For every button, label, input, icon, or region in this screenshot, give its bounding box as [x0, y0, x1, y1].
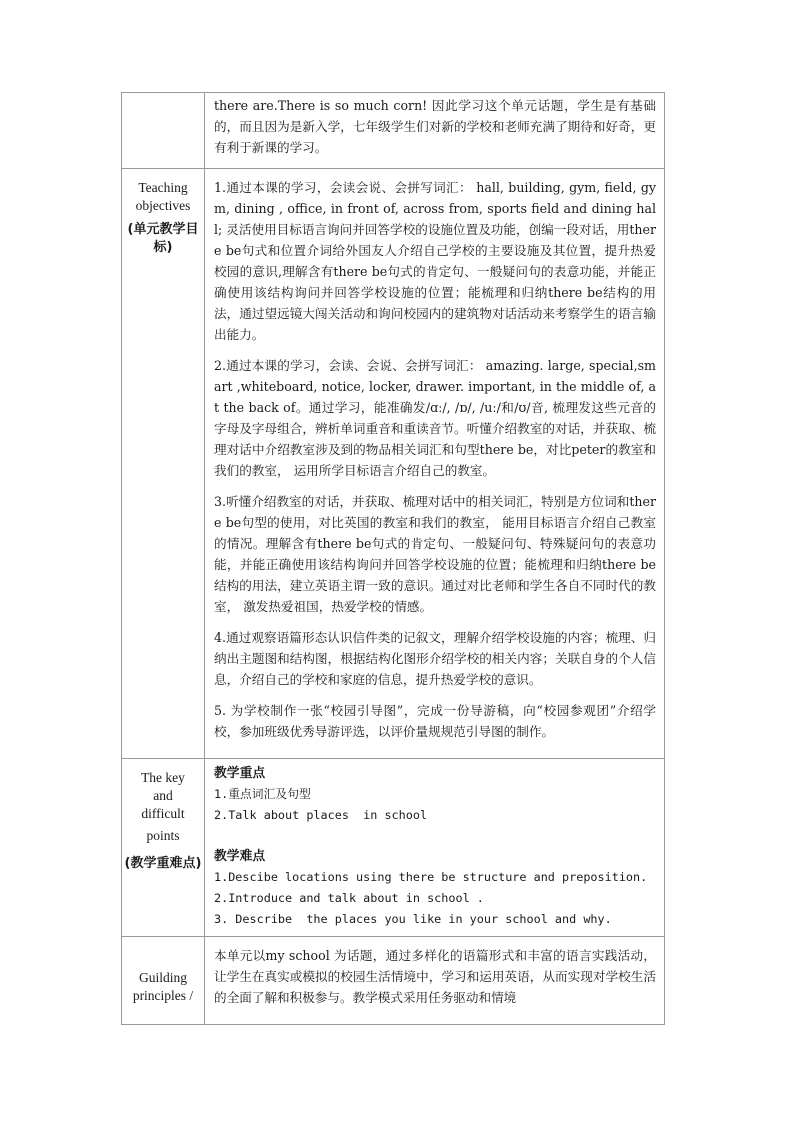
objective-item-4: 4.通过观察语篇形态认识信件类的记叙文，理解介绍学校设施的内容；梳理、归纳出主题图和结构图，根据结构化图形介绍学校的相关内容；关联自身的个人信息，介绍自己的学校和家庭的信息，提升热爱学校的意识。	[214, 630, 656, 687]
principles-row	[122, 937, 665, 1025]
keypoints-label-en-4: points	[146, 828, 180, 843]
principles-label-cell	[122, 937, 205, 1025]
keypoints-label-en-1: The key	[141, 770, 185, 785]
objectives-label-en-1: Teaching	[138, 180, 188, 195]
difficult-item-2: 2.Introduce and talk about in school .	[214, 891, 484, 905]
objective-item-2: 2.通过本课的学习，会读、会说、会拼写词汇： amazing. large, special,smart ,whiteboard, notice, locker, drawer. important, in the middle of, at the back of。通过学习，能准确发/ɑː/, /ɒ/, /uː/和/ʊ/音, 梳理发这些元音的字母及字母组合，辨析单词重音和重读音节。听懂介绍教室的对话，并获取、梳理对话中介绍教室涉及到的物品相关词汇和句型there be，对比peter的教室和我们的教室， 运用所学目标语言介绍自己的教室。	[214, 358, 656, 478]
keypoints-row	[122, 759, 665, 937]
difficult-item-3: 3. Describe the places you like in your school and why.	[214, 912, 612, 926]
objectives-label-en-2: objectives	[135, 198, 191, 213]
intro-text: there are.There is so much corn! 因此学习这个单元话题，学生是有基础的，而且因为是新入学，七年级学生们对新的学校和老师充满了期待和好奇，更有利于新课的学习。	[214, 98, 656, 155]
keypoints-label-en-2: and	[153, 788, 173, 803]
objectives-content-cell	[205, 169, 665, 759]
focus-item-1: 1.重点词汇及句型	[214, 787, 311, 801]
principles-label-en: Guilding principles /	[132, 970, 194, 1003]
intro-content-cell	[205, 93, 665, 169]
objectives-label-cell	[122, 169, 205, 759]
objectives-label-cn: (单元教学目标)	[127, 222, 199, 255]
intro-row	[122, 93, 665, 169]
keypoints-label-cell	[122, 759, 205, 937]
objective-item-1: 1.通过本课的学习，会读会说、会拼写词汇： hall, building, gym, field, gym, dining , office, in front of, across from, sports field and dining hall; 灵活使用目标语言询问并回答学校的设施位置及功能，创编一段对话，用there be句式和位置介词给外国友人介绍自己学校的主要设施及其位置，提升热爱校园的意识,理解含有there be句式的肯定句、一般疑问句的表意功能，并能正确使用该结构询问并回答学校设施的位置；能梳理和归纳there be结构的用法，通过望远镜大闯关活动和询问校园内的建筑物对话活动来考察学生的语言输出能力。	[214, 180, 656, 342]
objective-item-3: 3.听懂介绍教室的对话，并获取、梳理对话中的相关词汇，特别是方位词和there be句型的使用，对比英国的教室和我们的教室， 能用目标语言介绍自己教室的情况。理解含有there be句式的肯定句、一般疑问句、特殊疑问句的表意功能，并能正确使用该结构询问并回答学校设施的位置；能梳理和归纳there be结构的用法，建立英语主谓一致的意识。通过对比老师和学生各自不同时代的教室， 激发热爱祖国，热爱学校的情感。	[214, 494, 656, 614]
focus-title: 教学重点	[214, 766, 266, 781]
lesson-plan-table	[121, 92, 665, 1025]
keypoints-label-en-3: difficult	[141, 806, 185, 821]
objectives-row	[122, 169, 665, 759]
difficult-item-1: 1.Descibe locations using there be structure and preposition.	[214, 870, 648, 884]
difficult-title: 教学难点	[214, 849, 266, 864]
focus-item-2: 2.Talk about places in school	[214, 808, 428, 822]
intro-label-cell	[122, 93, 205, 169]
keypoints-content-cell	[205, 759, 665, 937]
principles-text: 本单元以my school 为话题，通过多样化的语篇形式和丰富的语言实践活动，让学生在真实或模拟的校园生活情境中，学习和运用英语，从而实现对学校生活的全面了解和积极参与。教学模式采用任务驱动和情境	[214, 948, 656, 1005]
principles-content-cell	[205, 937, 665, 1025]
objective-item-5: 5. 为学校制作一张“校园引导图”，完成一份导游稿，向“校园参观团”介绍学校，参加班级优秀导游评选，以评价量规规范引导图的制作。	[214, 703, 656, 739]
keypoints-label-cn: (教学重难点)	[124, 856, 202, 871]
